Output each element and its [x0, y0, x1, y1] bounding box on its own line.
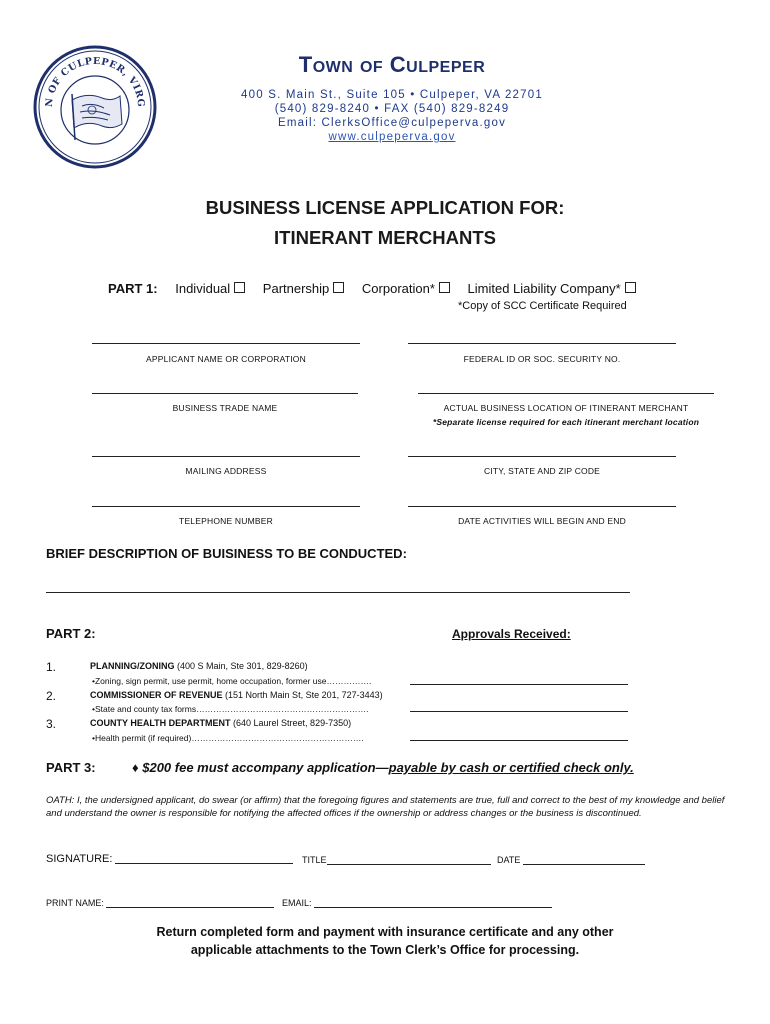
city-label: CITY, STATE AND ZIP CODE	[483, 466, 601, 476]
trade-name-line[interactable]	[92, 393, 358, 394]
form-title-line1: BUSINESS LICENSE APPLICATION FOR:	[205, 197, 565, 218]
scc-note: *Copy of SCC Certificate Required	[458, 300, 627, 312]
date-field[interactable]: DATE	[497, 855, 645, 865]
individual-checkbox[interactable]	[234, 282, 245, 293]
item2-number: 2.	[46, 689, 57, 703]
applicant-name-line[interactable]	[92, 343, 360, 344]
corporation-checkbox[interactable]	[439, 282, 450, 293]
website-link[interactable]: www.culpeperva.gov	[328, 131, 456, 143]
item1-number: 1.	[46, 660, 57, 674]
part1-label: PART 1:	[108, 281, 158, 296]
oath-statement: OATH: I, the undersigned applicant, do swear (or affirm) that the foregoing figures and statements are true, full and correct to the best of my knowledge and belief and understand the owner is responsible for notifying the affected offices if the ownership or address changes or the business is discontinued.	[46, 795, 725, 819]
option-partnership[interactable]: Partnership	[263, 281, 344, 296]
trade-name-label: BUSINESS TRADE NAME	[172, 403, 278, 413]
location-note: *Separate license required for each itinerant merchant location	[432, 417, 700, 427]
city-line[interactable]	[408, 456, 676, 457]
print-name-line[interactable]	[106, 907, 274, 908]
option-llc[interactable]: Limited Liability Company*	[468, 281, 636, 296]
email-field[interactable]: EMAIL:	[282, 898, 552, 908]
date-line[interactable]	[523, 864, 645, 865]
brief-description-line[interactable]	[46, 592, 630, 593]
brief-description-label: BRIEF DESCRIPTION OF BUISINESS TO BE CONDUCTED:	[46, 546, 407, 561]
item3-number: 3.	[46, 717, 57, 731]
location-line[interactable]	[418, 393, 714, 394]
town-seal	[32, 44, 158, 170]
item3-heading: COUNTY HEALTH DEPARTMENT (640 Laurel Street, 829-7350)	[90, 718, 352, 728]
print-name-field[interactable]: PRINT NAME:	[46, 898, 274, 908]
option-corporation[interactable]: Corporation*	[362, 281, 450, 296]
part3-label: PART 3:	[46, 760, 96, 775]
phone-line: (540) 829-8240 • FAX (540) 829-8249	[274, 103, 510, 115]
return-instructions-line1: Return completed form and payment with insurance certificate and any other	[156, 925, 614, 939]
item3-sub: •Health permit (if required)…………………………………………………….	[92, 733, 364, 743]
mailing-label: MAILING ADDRESS	[185, 466, 267, 476]
address-line: 400 S. Main St., Suite 105 • Culpeper, VA 22701	[241, 89, 543, 101]
fee-notice: ♦ $200 fee must accompany application—payable by cash or certified check only.	[132, 760, 634, 775]
dates-line[interactable]	[408, 506, 676, 507]
item1-sub: •Zoning, sign permit, use permit, home occupation, former use…………….	[92, 676, 372, 686]
email-line-field[interactable]	[314, 907, 552, 908]
item1-heading: PLANNING/ZONING (400 S Main, Ste 301, 829-8260)	[90, 661, 308, 671]
mailing-line[interactable]	[92, 456, 360, 457]
partnership-checkbox[interactable]	[333, 282, 344, 293]
return-instructions-line2: applicable attachments to the Town Clerk’s Office for processing.	[190, 943, 580, 957]
part1-entity-type	[108, 281, 650, 296]
signature-line[interactable]	[115, 863, 293, 864]
applicant-name-label: APPLICANT NAME OR CORPORATION	[146, 354, 306, 364]
approval2-line[interactable]	[410, 711, 628, 712]
phone-line-field[interactable]	[92, 506, 360, 507]
item2-heading: COMMISSIONER OF REVENUE (151 North Main St, Ste 201, 727-3443)	[90, 690, 383, 700]
approvals-heading: Approvals Received:	[452, 627, 571, 641]
option-individual[interactable]: Individual	[175, 281, 245, 296]
dates-label: DATE ACTIVITIES WILL BEGIN AND END	[458, 516, 626, 526]
part2-label: PART 2:	[46, 626, 96, 641]
approval1-line[interactable]	[410, 684, 628, 685]
federal-id-label: FEDERAL ID OR SOC. SECURITY NO.	[463, 354, 621, 364]
federal-id-line[interactable]	[408, 343, 676, 344]
title-field[interactable]: TITLE	[302, 855, 491, 865]
email-line: Email: ClerksOffice@culpeperva.gov	[277, 117, 507, 129]
town-title: TOWN OF CULPEPER	[298, 52, 486, 77]
phone-label: TELEPHONE NUMBER	[179, 516, 273, 526]
llc-checkbox[interactable]	[625, 282, 636, 293]
item2-sub: •State and county tax forms…………………………………………………….	[92, 704, 369, 714]
approval3-line[interactable]	[410, 740, 628, 741]
title-line[interactable]	[327, 864, 491, 865]
location-label: ACTUAL BUSINESS LOCATION OF ITINERANT MERCHANT	[443, 403, 689, 413]
signature-field[interactable]: SIGNATURE:	[46, 853, 293, 865]
seal-text: N OF CULPEPER, VIRG	[43, 55, 147, 108]
form-title-line2: ITINERANT MERCHANTS	[274, 227, 496, 248]
